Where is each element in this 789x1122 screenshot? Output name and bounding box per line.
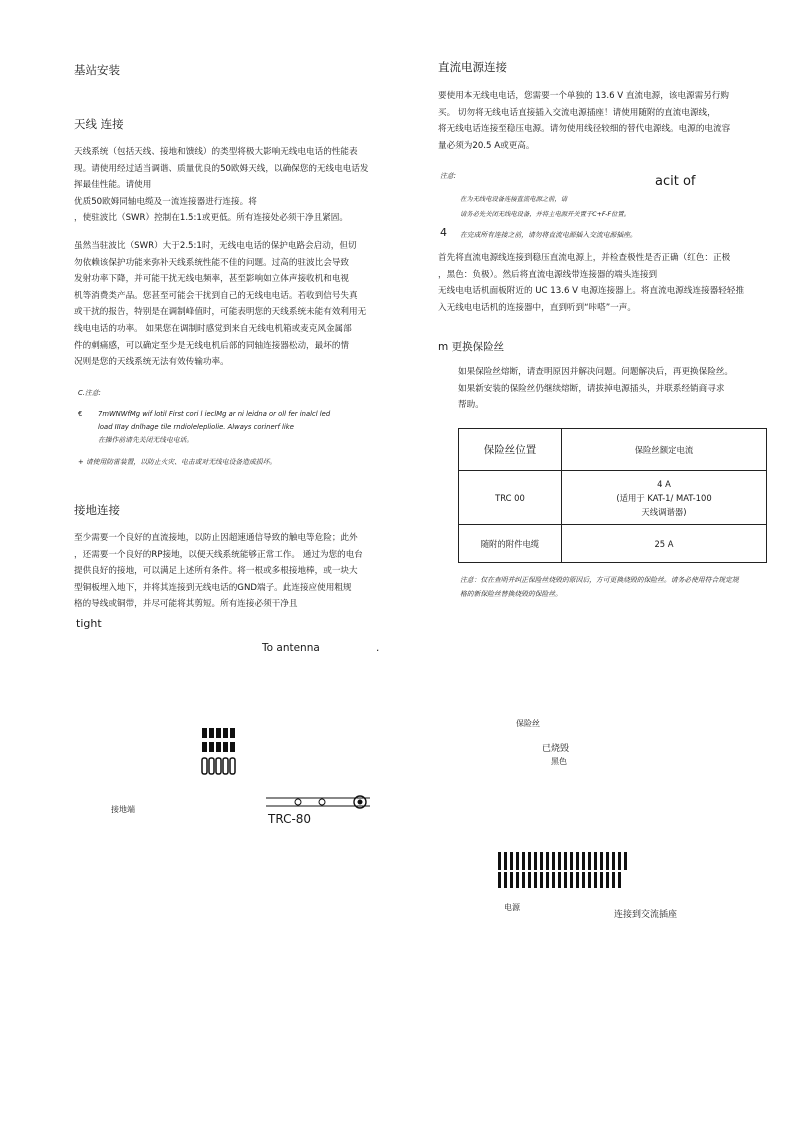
table-header-cell: 保险丝位置 <box>459 429 562 471</box>
ground-terminal-label: 接地端 <box>111 805 135 814</box>
ground-paragraph: 至少需要一个良好的直流接地，以防止因超速通信导致的触电等危险；此外 ，还需要一个良好的RP接地，以便天线系统能够正常工作。 通过为您的电台 提供良好的接地，可以满足上述所有条件。将一根或多根接地棒，或一块大 型铜板埋入地下，并将其连接到无线电话的GND端子。此连接应使用粗规 格的导线或铜带，并尽可能将其剪短。所有连接必须干净且 <box>74 533 363 610</box>
dc-note-text: 在为无线电设备连接直流电源之前，请 请务必先关闭无线电设备，并将主电源开关置于C+F-F位置。 <box>460 196 630 218</box>
fuse-note: 注意：仅在查明并纠正保险丝烧毁的原因后，方可更换烧毁的保险丝。请务必使用符合规定规 格的新保险丝替换烧毁的保险丝。 <box>460 576 739 598</box>
step-text: 在完成所有连接之前，请勿将直流电源插入交流电源插座。 <box>460 231 637 239</box>
power-cord-icon <box>496 848 630 892</box>
note-bullet: € <box>78 410 83 418</box>
fuse-figure-label: 保险丝 <box>516 719 540 728</box>
table-cell: 25 A <box>562 525 767 563</box>
figure-dot: . <box>376 642 380 654</box>
antenna-note-text: 7mWNWfMg wif lotil First cori l ieclMg ar ni leidna or oll fer inalcl led load IIIay dnlhage tile rndiolelepliolie. Always corinerf like 在操作前请先关闭无线电电话。 <box>98 410 331 444</box>
radio-rear-panel-icon <box>266 794 372 814</box>
ac-outlet-label: 连接到交流插座 <box>614 910 678 920</box>
to-antenna-label: To antenna <box>262 642 320 654</box>
page-title: 基站安装 <box>74 63 120 77</box>
antenna-paragraph-1: 天线系统（包括天线、接地和馈线）的类型将极大影响无线电电话的性能表 现。请使用经过适当调谐、质量优良的50欧姆天线，以确保您的无线电电话发 挥最佳性能。请使用 优质50欧姆同轴电缆及一流连接器进行连接。将 ，使驻波比（SWR）控制在1.5:1或更低。所有连接处必须干净且紧固。 <box>74 147 369 224</box>
fuse-table <box>458 428 767 563</box>
coax-connector-icon <box>200 726 240 778</box>
black-wire-label: 黑色 <box>551 757 567 766</box>
dc-heading: 直流电源连接 <box>438 60 507 74</box>
table-header-cell: 保险丝额定电流 <box>562 429 767 471</box>
table-cell: TRC 00 <box>459 471 562 525</box>
burnt-label: 已烧毁 <box>542 744 570 754</box>
lightning-note: + 请使用防雷装置，以防止火灾、电击或对无线电设备造成损坏。 <box>78 458 277 466</box>
dc-paragraph-2: 首先将直流电源线连接到稳压直流电源上，并检查极性是否正确（红色：正极 ，黑色：负极）。然后将直流电源线带连接器的端头连接到 无线电电话机面板附近的 UC 13.6 V 电源连接器上。将直流电源线连接器轻轻推 入无线电电话机的连接器中，直到听到“咔嗒”一声。 <box>438 253 745 313</box>
scan-artifact-text: acit of <box>655 174 696 189</box>
fuse-heading: m 更换保险丝 <box>438 341 505 353</box>
model-label: TRC-80 <box>268 812 312 826</box>
fuse-paragraph: 如果保险丝熔断，请查明原因并解决问题。问题解决后，再更换保险丝。 如果新安装的保险丝仍继续熔断，请拔掉电源插头，并联系经销商寻求 帮助。 <box>458 367 734 411</box>
ground-heading: 接地连接 <box>74 503 120 517</box>
power-label: 电源 <box>504 903 520 912</box>
antenna-paragraph-2: 虽然当驻波比（SWR）大于2.5:1时，无线电电话的保护电路会启动，但切 勿依赖该保护功能来弥补天线系统性能不佳的问题。过高的驻波比会导致 发射功率下降，并可能干扰无线电频率，甚至影响如立体声接收机和电视 机等消费类产品。您甚至可能会干扰到自己的无线电电话。若收到信号失真 或干扰的报告，特别是在调制峰值时，可能表明您的天线系统未能有效利用无 线电电话的功率。 如果您在调制时感觉到来自无线电机箱或麦克风金属部 件的刺痛感，可以确定至少是无线电机后部的同轴连接器松动，最坏的情 况则是您的天线系统无法有效传输功率。 <box>74 241 367 368</box>
step-number: 4 <box>440 226 447 239</box>
antenna-note-label: C.注意: <box>78 389 101 397</box>
table-cell: 随附的附件电缆 <box>459 525 562 563</box>
antenna-heading: 天线 连接 <box>74 117 124 131</box>
dc-paragraph: 要使用本无线电电话，您需要一个单独的 13.6 V 直流电源，该电源需另行购 买。 切勿将无线电话直接插入交流电源插座！请使用随附的直流电源线， 将无线电话连接至稳压电源。请勿使用线径较细的替代电源线。电源的电流容 量必须为20.5 A或更高。 <box>438 91 731 151</box>
table-cell: 4 A (适用于 KAT-1/ MAT-100 天线调谐器) <box>562 471 767 525</box>
dc-note-label: 注意: <box>440 172 456 180</box>
ground-tight-word: tight <box>76 617 102 630</box>
